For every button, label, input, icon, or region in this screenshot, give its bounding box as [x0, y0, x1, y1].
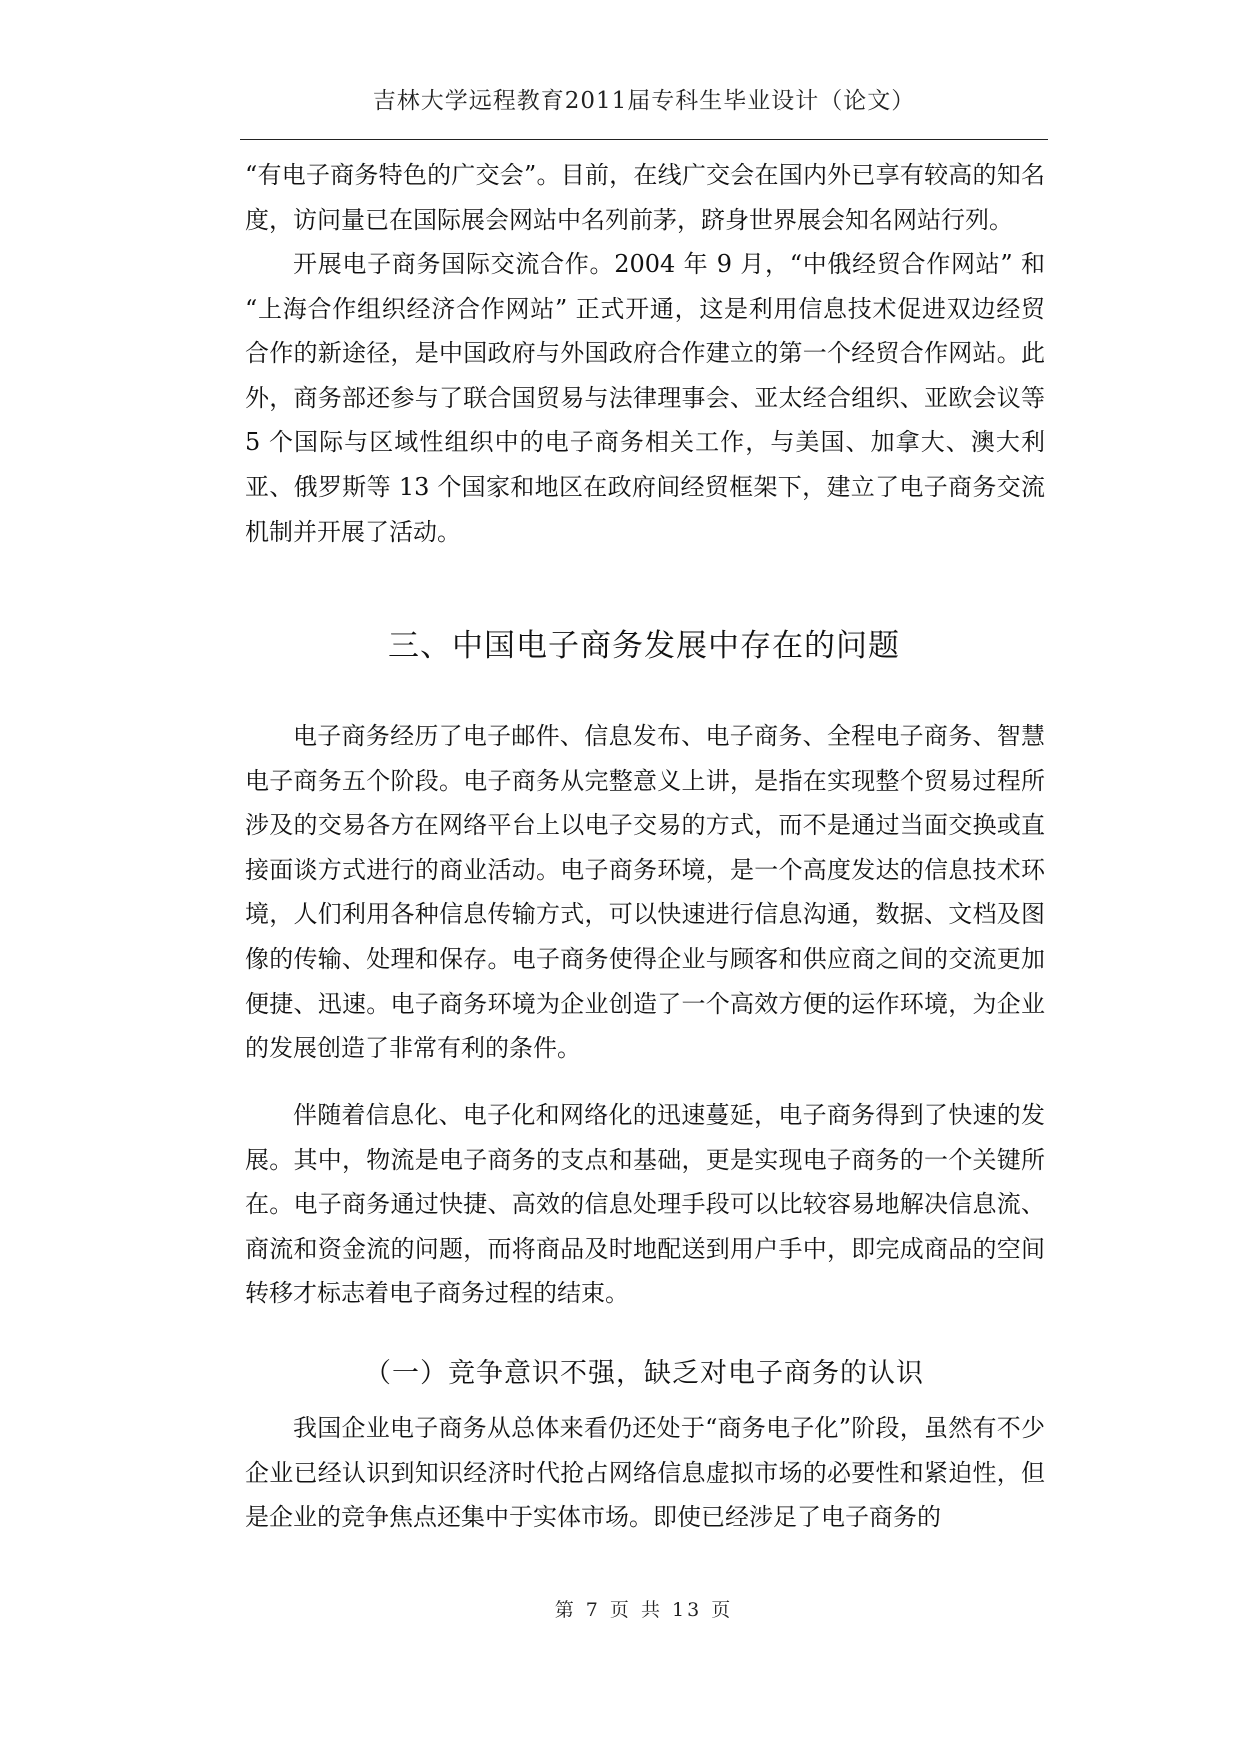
paragraph-international-cooperation: 开展电子商务国际交流合作。2004 年 9 月，“中俄经贸合作网站” 和 “上海合作组织经济合作网站” 正式开通，这是利用信息技术促进双边经贸合作的新途径，是中国政府与外国政府合作建立的第一个经贸合作网站。此外，商务部还参与了联合国贸易与法律理事会、亚太经合组织、亚欧会议等 5 个国际与区域性组织中的电子商务相关工作，与美国、加拿大、澳大利亚、俄罗斯等 13 个国家和地区在政府间经贸框架下，建立了电子商务交流机制并开展了活动。	[245, 250, 1045, 546]
subsection-heading: （一）竞争意识不强，缺乏对电子商务的认识	[364, 1358, 924, 1389]
paragraph-competition-awareness: 我国企业电子商务从总体来看仍还处于“商务电子化”阶段，虽然有不少企业已经认识到知识经济时代抢占网络信息虚拟市场的必要性和紧迫性，但是企业的竞争焦点还集中于实体市场。即使已经涉足了电子商务的	[245, 1414, 1045, 1532]
paragraph-ecommerce-overview: 电子商务经历了电子邮件、信息发布、电子商务、全程电子商务、智慧电子商务五个阶段。电子商务从完整意义上讲，是指在实现整个贸易过程所涉及的交易各方在网络平台上以电子交易的方式，而不是通过当面交换或直接面谈方式进行的商业活动。电子商务环境，是一个高度发达的信息技术环境，人们利用各种信息传输方式，可以快速进行信息沟通，数据、文档及图像的传输、处理和保存。电子商务使得企业与顾客和供应商之间的交流更加便捷、迅速。电子商务环境为企业创造了一个高效方便的运作环境，为企业的发展创造了非常有利的条件。	[245, 722, 1045, 1063]
header-divider	[240, 139, 1048, 140]
page-number-footer: 第 7 页 共 13 页	[554, 1599, 734, 1621]
paragraph-logistics: 伴随着信息化、电子化和网络化的迅速蔓延，电子商务得到了快速的发展。其中，物流是电子商务的支点和基础，更是实现电子商务的一个关键所在。电子商务通过快捷、高效的信息处理手段可以比较容易地解决信息流、商流和资金流的问题，而将商品及时地配送到用户手中，即完成商品的空间转移才标志着电子商务过程的结束。	[245, 1101, 1045, 1308]
paragraph-intro: “有电子商务特色的广交会”。目前，在线广交会在国内外已享有较高的知名度，访问量已在国际展会网站中名列前茅，跻身世界展会知名网站行列。	[245, 161, 1045, 234]
section-heading: 三、中国电子商务发展中存在的问题	[388, 628, 900, 664]
page-header-title: 吉林大学远程教育2011届专科生毕业设计（论文）	[372, 88, 916, 114]
